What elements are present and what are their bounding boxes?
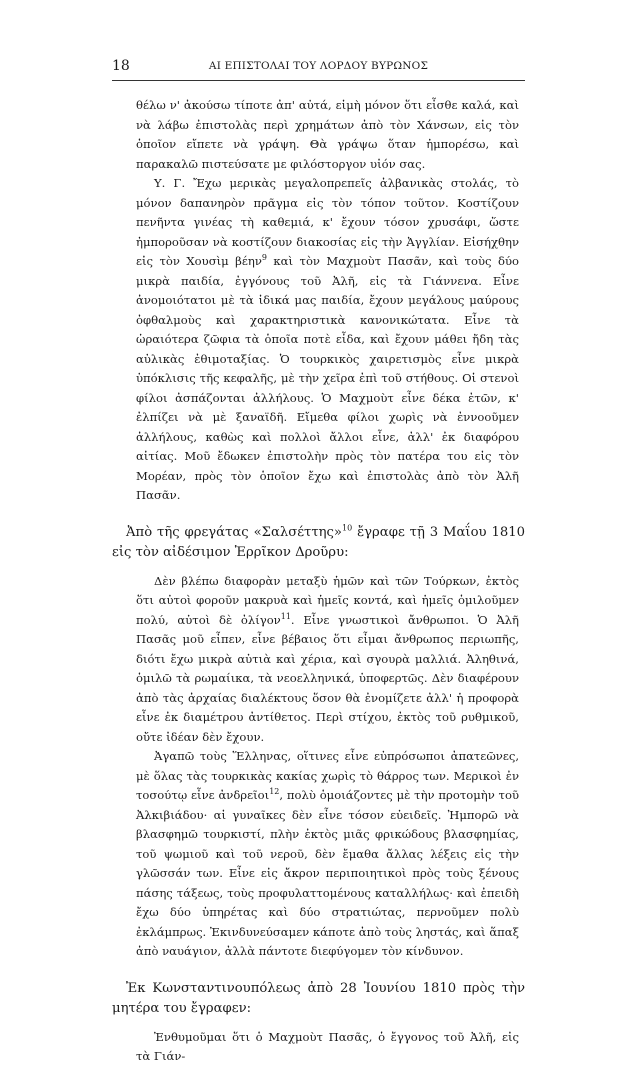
text-run: . Εἶνε γνωστικοὶ ἄνθρωποι. Ὁ Ἀλῆ Πασᾶς μοῦ εἶπεν, εἶνε βέβαιος ὅτι εἶμαι ἄνθρωπος περιωπῆς, διότι ἔχω μικρὰ αὐτιὰ καὶ χέρια, καὶ σγουρὰ μαλλιά. Ἀληθινά, ὁμιλῶ τὰ ρωμαίικα, τὰ νεοελληνικά, ὑποφερτῶς. Δὲν διαφέρουν ἀπὸ τὰς ἀρχαίας διαλέκτους ὅσον θὰ ἐνομίζετε ἀλλ' ἡ προφορὰ εἶνε ἐκ διαμέτρου ἀντίθετος. Περὶ στίχου, ἐκτὸς τοῦ ρυθμικοῦ, οὔτε ἰδέαν δὲν ἔχουν. [136, 612, 519, 744]
header-rule [112, 80, 525, 81]
letter-paragraph: θέλω ν' ἀκούσω τίποτε ἀπ' αὐτά, εἰμὴ μόνον ὅτι εἶσθε καλά, καὶ νὰ λάβω ἐπιστολὰς περὶ χρημάτων ἀπὸ τὸν Χάνσων, εἰς τὸν ὁποῖον εἴπετε νὰ γράψη. Θὰ γράψω ὅταν ἠμπορέσω, καὶ παρακαλῶ πιστεύσατε με φιλόστοργον υἱόν σας. [136, 98, 519, 171]
letter-excerpt-3 [112, 1028, 525, 1067]
footnote-ref-10: 10 [342, 523, 353, 533]
text-run: Ἀπὸ τῆς φρεγάτας «Σαλσέττης» [126, 524, 343, 540]
page-header [112, 58, 525, 80]
page-number: 18 [112, 58, 130, 74]
text-run: Δὲν βλέπω διαφορὰν μεταξὺ ἡμῶν καὶ τῶν Τούρκων, ἐκτὸς ὅτι αὐτοὶ φοροῦν μακρυὰ καὶ ἡμεῖς κοντά, καὶ ἡμεῖς ὁμιλοῦμεν πολύ, αὐτοὶ δὲ ὀλίγον [136, 573, 519, 627]
narration-paragraph-2 [112, 979, 525, 1019]
text-run: καὶ τὸν Μαχμοὺτ Πασᾶν, καὶ τοὺς δύο μικρὰ παιδία, ἐγγόνους τοῦ Ἀλῆ, εἰς τὰ Γιάννενα. Εἶνε ἀνομοιότατοι μὲ τὰ ἰδικά μας παιδία, ἔχουν μεγάλους μαύρους ὀφθαλμοὺς καὶ χαρακτηριστικὰ κανονικώτατα. Εἶνε τὰ ὡραιότερα ζῶφια τὰ ὁποῖα ποτὲ εἶδα, καὶ ἔχουν μάθει ἤδη τὰς αὐλικὰς ἐθιμοταξίας. Ὁ τουρκικὸς χαιρετισμὸς εἶνε μικρὰ ὑπόκλισις τῆς κεφαλῆς, μὲ τὴν χεῖρα ἐπὶ τοῦ στήθους. Οἱ στενοὶ φίλοι ἀσπάζονται ἀλλήλους. Ὁ Μαχμοὺτ εἶνε δέκα ἐτῶν, κ' ἐλπίζει νὰ μὲ ξαναϊδῆ. Εἴμεθα φίλοι χωρὶς νὰ ἐννοοῦμεν ἀλλήλους, καθὼς καὶ πολλοὶ ἄλλοι εἶνε, ἀλλ' ἐκ διαφόρου αἰτίας. Μοῦ ἔδωκεν ἐπιστολὴν πρὸς τὸν πατέρα του εἰς τὸν Μορέαν, πρὸς τὸν ὁποῖον ἔχω καὶ ἐπιστολὰς ἀπὸ τὸν Ἀλῆ Πασᾶν. [136, 254, 519, 502]
running-title: ΑΙ ΕΠΙΣΤΟΛΑΙ ΤΟΥ ΛΟΡΔΟΥ ΒΥΡΩΝΟΣ [208, 60, 429, 72]
footnote-ref-9: 9 [261, 253, 267, 263]
letter-excerpt-1 [112, 96, 525, 506]
letter-excerpt-2 [112, 572, 525, 962]
letter-paragraph: Ἐνθυμοῦμαι ὅτι ὁ Μαχμοὺτ Πασᾶς, ὁ ἔγγονος τοῦ Ἀλῆ, εἰς τὰ Γιάν- [136, 1029, 519, 1063]
footnote-ref-11: 11 [280, 611, 291, 621]
section-gap [112, 506, 525, 523]
text-run: Ἀγαπῶ τοὺς Ἕλληνας, οἵτινες εἶνε εὐπρόσωποι ἀπατεῶνες, μὲ ὅλας τὰς τουρκικὰς κακίας χωρὶς τὸ θάρρος των. Μερικοὶ ἐν τοσούτῳ εἶνε ἀνδρεῖοι [136, 749, 519, 802]
text-run: Υ. Γ. Ἔχω μερικὰς μεγαλοπρεπεῖς ἀλβανικὰς στολάς, τὸ μόνον δαπανηρὸν πρᾶγμα εἰς τὸν τόπον τοῦτον. Κοστίζουν πενῆντα γινέας τὴ καθεμιά, κ' ἔχουν τόσον χρυσάφι, ὥστε ἠμποροῦσαν νὰ κοστίζουν διακοσίας εἰς τὴν Ἀγγλίαν. Εἰσήχθην εἰς τὸν Χουσὶμ βέην [136, 176, 519, 268]
text-run: Ἐκ Κωνσταντινουπόλεως ἀπὸ 28 Ἰουνίου 1810 πρὸς τὴν μητέρα του ἔγραφεν: [112, 980, 525, 1016]
narration-paragraph-1 [112, 523, 525, 563]
footnote-ref-12: 12 [269, 787, 280, 797]
section-gap [112, 1019, 525, 1028]
postscript-paragraph [136, 174, 519, 506]
section-gap [112, 962, 525, 979]
page-body [112, 96, 525, 1067]
text-run: , πολὺ ὁμοιάζοντες μὲ τὴν προτομὴν τοῦ Ἀλκιβιάδου· αἱ γυναῖκες δὲν εἶνε τόσον εὐειδεῖς. Ἠμπορῶ νὰ βλασφημῶ τουρκιστί, πλὴν ἐκτὸς μιᾶς φρικώδους βλασφημίας, τοῦ ψωμιοῦ καὶ τοῦ νεροῦ, δὲν ἔμαθα ἄλλας λέξεις εἰς τὴν γλῶσσάν των. Εἶνε εἰς ἄκρον περιποιητικοὶ πρὸς τοὺς ξένους πάσης τάξεως, τοὺς προφυλαττομένους καταλλήλως· καὶ ἐπειδὴ ἔχω δύο ὑπηρέτας καὶ δύο στρατιώτας, περνοῦμεν πολὺ ἐκλάμπρως. Ἐκινδυνεύσαμεν κάποτε ἀπὸ τοὺς ληστάς, καὶ ἅπαξ ἀπὸ ναυάγιον, ἀλλὰ πάντοτε διεφύγομεν τὸν κίνδυνον. [136, 788, 519, 958]
section-gap [112, 563, 525, 572]
letter-paragraph [136, 747, 519, 962]
letter-paragraph [136, 572, 519, 748]
text-run: ἔγραφε τῇ 3 Μαΐου 1810 εἰς τὸν αἰδέσιμον Ἐρρῖκον Δροῦρυ: [112, 524, 526, 560]
